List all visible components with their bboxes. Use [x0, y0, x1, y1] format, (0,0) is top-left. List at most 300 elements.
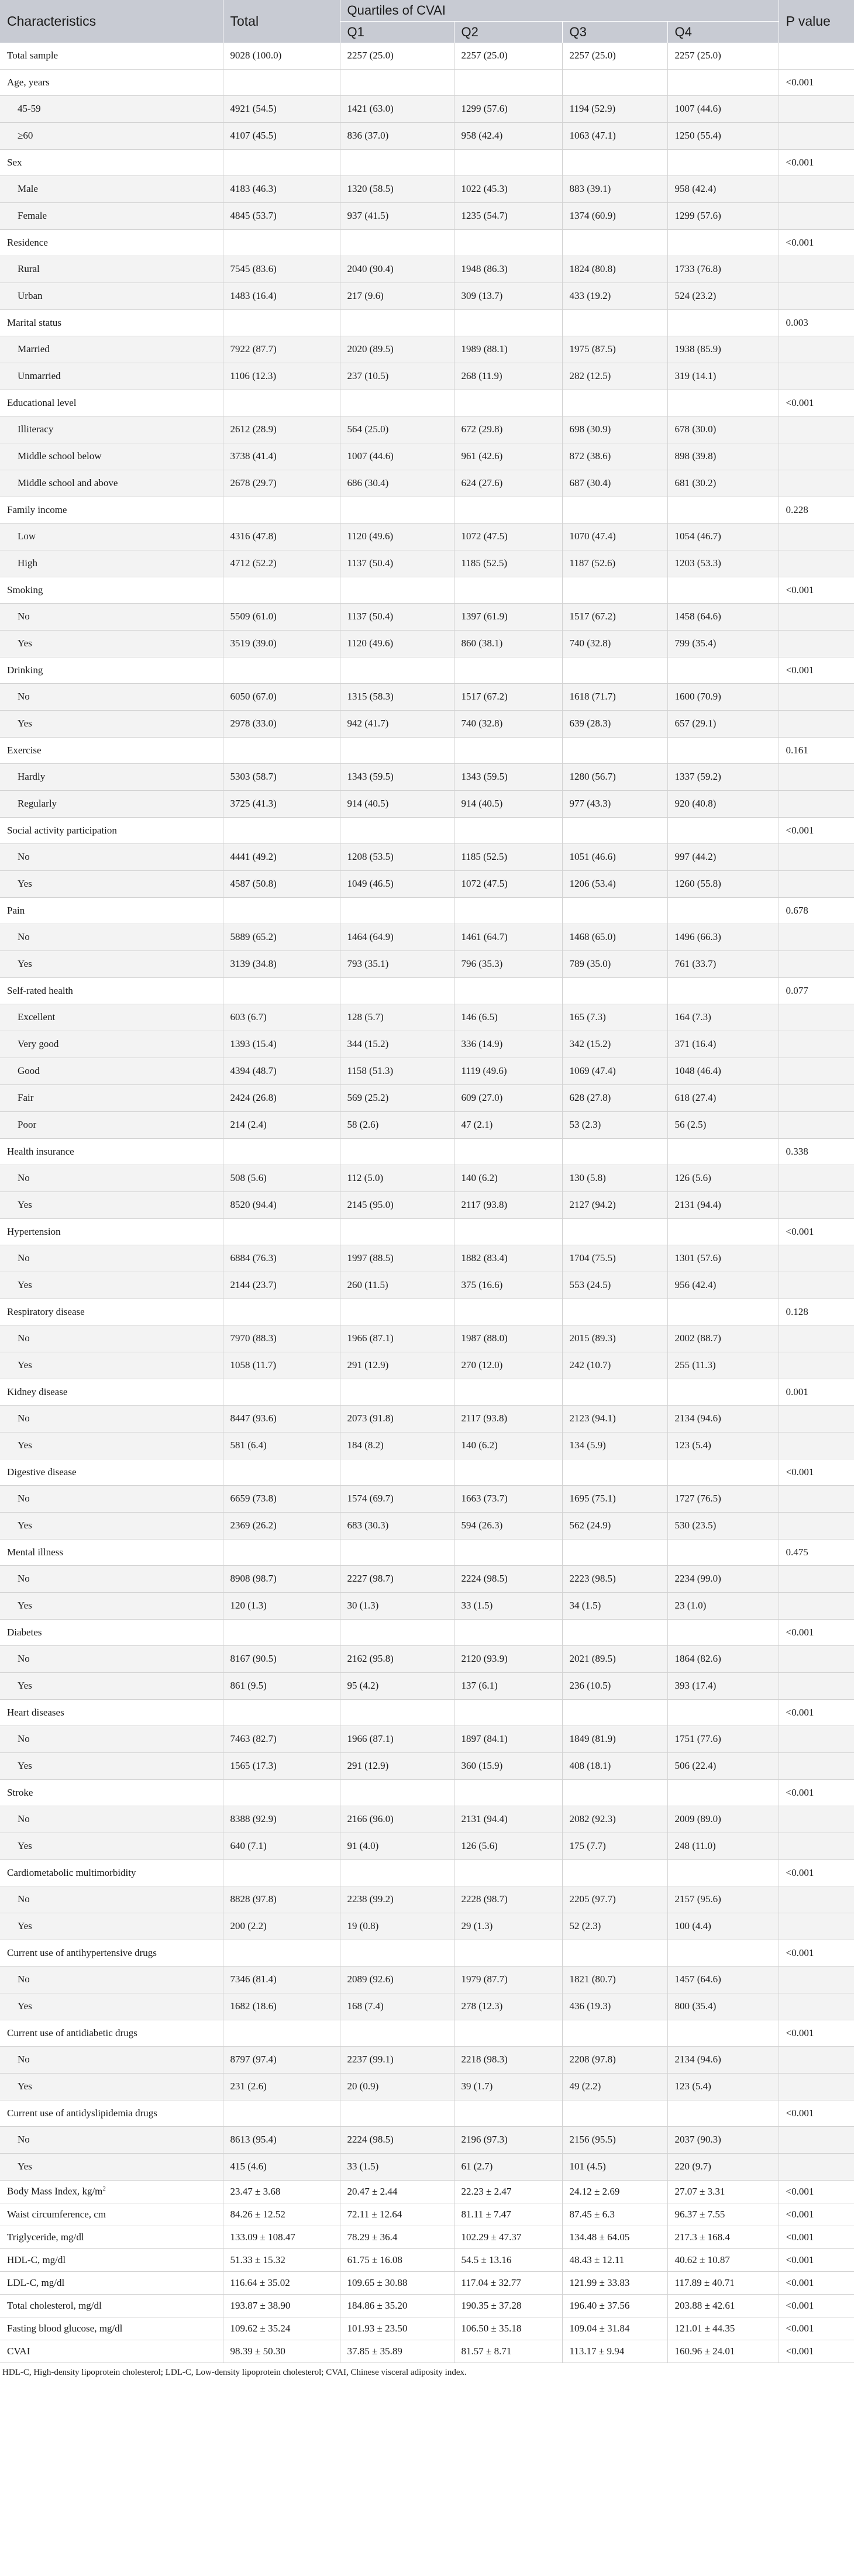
cell-q4 — [667, 2100, 779, 2126]
cell-total: 4183 (46.3) — [223, 175, 340, 202]
cell-total: 98.39 ± 50.30 — [223, 2340, 340, 2363]
cell-q2: 594 (26.3) — [454, 1512, 562, 1539]
cell-total: 2978 (33.0) — [223, 710, 340, 737]
cell-q3 — [562, 1299, 667, 1325]
cell-p: <0.001 — [779, 2180, 854, 2203]
cell-q2: 914 (40.5) — [454, 790, 562, 817]
cell-q4: 164 (7.3) — [667, 1004, 779, 1031]
cell-q1: 686 (30.4) — [340, 470, 454, 497]
cell-characteristic: Yes — [0, 1833, 223, 1859]
cell-q3: 242 (10.7) — [562, 1352, 667, 1379]
cell-q2 — [454, 1379, 562, 1405]
cell-p — [779, 2046, 854, 2073]
cell-characteristic: Yes — [0, 2153, 223, 2180]
cell-characteristic: Smoking — [0, 577, 223, 603]
cell-characteristic: Social activity participation — [0, 817, 223, 843]
cell-q3 — [562, 1699, 667, 1726]
cell-q2: 2218 (98.3) — [454, 2046, 562, 2073]
cell-p — [779, 1913, 854, 1940]
cell-p — [779, 1058, 854, 1084]
cell-q4: 1727 (76.5) — [667, 1485, 779, 1512]
cell-q1: 2073 (91.8) — [340, 1405, 454, 1432]
cell-characteristic: No — [0, 1245, 223, 1272]
table-row — [0, 1405, 854, 1432]
cell-characteristic: Exercise — [0, 737, 223, 763]
cell-q3: 2127 (94.2) — [562, 1191, 667, 1218]
cell-q4: 898 (39.8) — [667, 443, 779, 470]
cell-characteristic: Current use of antidiabetic drugs — [0, 2020, 223, 2046]
table-section-row — [0, 1218, 854, 1245]
cell-characteristic: Sex — [0, 149, 223, 175]
cell-total: 2612 (28.9) — [223, 416, 340, 443]
cell-q4: 123 (5.4) — [667, 1432, 779, 1459]
cell-q4: 997 (44.2) — [667, 843, 779, 870]
cell-characteristic: Urban — [0, 283, 223, 309]
cell-q2: 1185 (52.5) — [454, 550, 562, 577]
cell-characteristic: ≥60 — [0, 122, 223, 149]
cell-total: 1393 (15.4) — [223, 1031, 340, 1058]
cell-p: <0.001 — [779, 2271, 854, 2294]
table-section-row — [0, 1940, 854, 1966]
cell-total: 8447 (93.6) — [223, 1405, 340, 1432]
cell-q2: 106.50 ± 35.18 — [454, 2317, 562, 2340]
cell-total: 508 (5.6) — [223, 1165, 340, 1191]
table-section-row — [0, 657, 854, 683]
cell-p — [779, 443, 854, 470]
cell-total — [223, 1859, 340, 1886]
cell-p — [779, 870, 854, 897]
cell-q1: 128 (5.7) — [340, 1004, 454, 1031]
cell-total: 7463 (82.7) — [223, 1726, 340, 1752]
cell-total: 120 (1.3) — [223, 1592, 340, 1619]
cell-characteristic: Yes — [0, 2073, 223, 2100]
cell-q1 — [340, 1779, 454, 1806]
cell-total: 640 (7.1) — [223, 1833, 340, 1859]
cell-q3: 1975 (87.5) — [562, 336, 667, 363]
cell-characteristic: Good — [0, 1058, 223, 1084]
cell-q4 — [667, 1459, 779, 1485]
cell-characteristic: Self-rated health — [0, 977, 223, 1004]
cell-q3: 1824 (80.8) — [562, 256, 667, 283]
cell-p — [779, 1084, 854, 1111]
cell-q2: 2131 (94.4) — [454, 1806, 562, 1833]
cell-characteristic: Unmarried — [0, 363, 223, 390]
cell-q2: 39 (1.7) — [454, 2073, 562, 2100]
cell-q1: 1421 (63.0) — [340, 95, 454, 122]
cell-q1 — [340, 1459, 454, 1485]
cell-p: <0.001 — [779, 657, 854, 683]
cell-characteristic: No — [0, 1325, 223, 1352]
cell-q3: 408 (18.1) — [562, 1752, 667, 1779]
cell-q3: 113.17 ± 9.94 — [562, 2340, 667, 2363]
cell-q4: 2157 (95.6) — [667, 1886, 779, 1913]
cell-characteristic: Excellent — [0, 1004, 223, 1031]
table-section-row — [0, 977, 854, 1004]
table-row — [0, 1886, 854, 1913]
cell-q3: 436 (19.3) — [562, 1993, 667, 2020]
cell-characteristic: Yes — [0, 1993, 223, 2020]
cell-characteristic: No — [0, 1485, 223, 1512]
cell-q1: 2238 (99.2) — [340, 1886, 454, 1913]
cell-characteristic: No — [0, 683, 223, 710]
cell-q1 — [340, 1539, 454, 1565]
cell-p — [779, 1004, 854, 1031]
cell-q4: 371 (16.4) — [667, 1031, 779, 1058]
cell-q4: 618 (27.4) — [667, 1084, 779, 1111]
cell-q3: 1821 (80.7) — [562, 1966, 667, 1993]
cell-q1: 20.47 ± 2.44 — [340, 2180, 454, 2203]
cell-q2: 278 (12.3) — [454, 1993, 562, 2020]
cell-q1: 1120 (49.6) — [340, 523, 454, 550]
cell-p: 0.678 — [779, 897, 854, 924]
table-row — [0, 1058, 854, 1084]
cell-q2: 958 (42.4) — [454, 122, 562, 149]
cell-q2 — [454, 309, 562, 336]
header-q1: Q1 — [340, 22, 454, 43]
cell-q2 — [454, 1138, 562, 1165]
table-section-row — [0, 1379, 854, 1405]
cell-p — [779, 1645, 854, 1672]
cell-p — [779, 2153, 854, 2180]
cell-q1: 184.86 ± 35.20 — [340, 2294, 454, 2317]
cell-q2: 375 (16.6) — [454, 1272, 562, 1299]
cell-q4: 2131 (94.4) — [667, 1191, 779, 1218]
cell-characteristic: Yes — [0, 950, 223, 977]
cell-p: 0.001 — [779, 1379, 854, 1405]
cell-q2: 360 (15.9) — [454, 1752, 562, 1779]
cell-q2 — [454, 149, 562, 175]
table-row — [0, 256, 854, 283]
cell-p — [779, 630, 854, 657]
table-section-row — [0, 897, 854, 924]
header-q4: Q4 — [667, 22, 779, 43]
cell-q2: 2257 (25.0) — [454, 43, 562, 69]
cell-p — [779, 1565, 854, 1592]
cell-q2: 29 (1.3) — [454, 1913, 562, 1940]
cell-total: 8797 (97.4) — [223, 2046, 340, 2073]
cell-q1: 1966 (87.1) — [340, 1726, 454, 1752]
cell-total: 1682 (18.6) — [223, 1993, 340, 2020]
cell-characteristic: Marital status — [0, 309, 223, 336]
table-section-row — [0, 1539, 854, 1565]
cell-q3: 109.04 ± 31.84 — [562, 2317, 667, 2340]
cell-q1 — [340, 1699, 454, 1726]
cell-p — [779, 1512, 854, 1539]
cell-q3 — [562, 149, 667, 175]
table-row — [0, 523, 854, 550]
cell-q2: 2196 (97.3) — [454, 2126, 562, 2153]
cell-p — [779, 550, 854, 577]
cell-q2 — [454, 1699, 562, 1726]
cell-q3: 130 (5.8) — [562, 1165, 667, 1191]
cell-q1: 1120 (49.6) — [340, 630, 454, 657]
cell-q3: 236 (10.5) — [562, 1672, 667, 1699]
cell-p — [779, 336, 854, 363]
cell-total: 4845 (53.7) — [223, 202, 340, 229]
cell-q2: 860 (38.1) — [454, 630, 562, 657]
cell-q4: 2234 (99.0) — [667, 1565, 779, 1592]
cell-q3: 2257 (25.0) — [562, 43, 667, 69]
table-section-row — [0, 497, 854, 523]
cell-q3: 87.45 ± 6.3 — [562, 2203, 667, 2226]
cell-p: 0.228 — [779, 497, 854, 523]
cell-q4 — [667, 2020, 779, 2046]
table-continuous-row — [0, 2248, 854, 2271]
cell-q2: 1979 (87.7) — [454, 1966, 562, 1993]
cell-q4: 319 (14.1) — [667, 363, 779, 390]
table-row — [0, 2153, 854, 2180]
cell-p: <0.001 — [779, 2294, 854, 2317]
cell-q1: 291 (12.9) — [340, 1352, 454, 1379]
cell-q2 — [454, 497, 562, 523]
cell-q4: 1203 (53.3) — [667, 550, 779, 577]
cell-q3: 2021 (89.5) — [562, 1645, 667, 1672]
cell-q2: 81.57 ± 8.71 — [454, 2340, 562, 2363]
cell-q3: 1704 (75.5) — [562, 1245, 667, 1272]
cell-q3: 698 (30.9) — [562, 416, 667, 443]
cell-q3: 52 (2.3) — [562, 1913, 667, 1940]
cell-q2: 81.11 ± 7.47 — [454, 2203, 562, 2226]
cell-q2: 1072 (47.5) — [454, 523, 562, 550]
cell-total — [223, 2020, 340, 2046]
cell-q3: 282 (12.5) — [562, 363, 667, 390]
table-section-row — [0, 577, 854, 603]
cell-q3 — [562, 577, 667, 603]
cell-q1: 2040 (90.4) — [340, 256, 454, 283]
cell-q3 — [562, 817, 667, 843]
cell-total — [223, 497, 340, 523]
cell-total: 5889 (65.2) — [223, 924, 340, 950]
cell-q3 — [562, 309, 667, 336]
cell-p — [779, 1485, 854, 1512]
cell-q4: 761 (33.7) — [667, 950, 779, 977]
table-continuous-row — [0, 2317, 854, 2340]
cell-q1: 95 (4.2) — [340, 1672, 454, 1699]
cell-p — [779, 1726, 854, 1752]
cell-q4: 56 (2.5) — [667, 1111, 779, 1138]
cell-p: <0.001 — [779, 390, 854, 416]
cell-characteristic: Middle school and above — [0, 470, 223, 497]
cell-q2: 1185 (52.5) — [454, 843, 562, 870]
cell-total — [223, 69, 340, 95]
cell-p — [779, 363, 854, 390]
cell-q4 — [667, 1779, 779, 1806]
cell-p — [779, 523, 854, 550]
cell-q2: 268 (11.9) — [454, 363, 562, 390]
cell-q2 — [454, 229, 562, 256]
cell-q4: 681 (30.2) — [667, 470, 779, 497]
cell-q3 — [562, 1379, 667, 1405]
table-row — [0, 1191, 854, 1218]
cell-q2: 624 (27.6) — [454, 470, 562, 497]
cell-q3: 2123 (94.1) — [562, 1405, 667, 1432]
cell-q2 — [454, 737, 562, 763]
cell-total: 5303 (58.7) — [223, 763, 340, 790]
cell-total — [223, 1779, 340, 1806]
cell-q4: 1301 (57.6) — [667, 1245, 779, 1272]
cell-characteristic: Very good — [0, 1031, 223, 1058]
cell-q2: 33 (1.5) — [454, 1592, 562, 1619]
cell-characteristic: Total sample — [0, 43, 223, 69]
cell-p — [779, 1966, 854, 1993]
cell-p: <0.001 — [779, 149, 854, 175]
cell-q3: 101 (4.5) — [562, 2153, 667, 2180]
cell-q1 — [340, 1138, 454, 1165]
cell-p — [779, 470, 854, 497]
cell-p — [779, 1245, 854, 1272]
cell-q1: 2224 (98.5) — [340, 2126, 454, 2153]
cell-q3: 433 (19.2) — [562, 283, 667, 309]
cell-p — [779, 1031, 854, 1058]
cell-q3 — [562, 897, 667, 924]
cell-p: <0.001 — [779, 1859, 854, 1886]
cell-q3: 2208 (97.8) — [562, 2046, 667, 2073]
table-row — [0, 843, 854, 870]
cell-q2: 2117 (93.8) — [454, 1405, 562, 1432]
cell-characteristic: No — [0, 603, 223, 630]
cell-q3: 1194 (52.9) — [562, 95, 667, 122]
cell-characteristic: Respiratory disease — [0, 1299, 223, 1325]
cell-q4: 96.37 ± 7.55 — [667, 2203, 779, 2226]
cell-q3: 1070 (47.4) — [562, 523, 667, 550]
cell-q2: 309 (13.7) — [454, 283, 562, 309]
cell-q1 — [340, 897, 454, 924]
cell-p: <0.001 — [779, 2203, 854, 2226]
cell-characteristic: Pain — [0, 897, 223, 924]
cell-q2: 47 (2.1) — [454, 1111, 562, 1138]
cell-q4 — [667, 1859, 779, 1886]
cell-total — [223, 1299, 340, 1325]
cell-p — [779, 1592, 854, 1619]
cell-q4 — [667, 497, 779, 523]
cell-characteristic: LDL-C, mg/dl — [0, 2271, 223, 2294]
table-section-row — [0, 69, 854, 95]
cell-p: <0.001 — [779, 1699, 854, 1726]
cell-q1 — [340, 977, 454, 1004]
table-row — [0, 1592, 854, 1619]
cell-characteristic: Middle school below — [0, 443, 223, 470]
cell-q2: 1119 (49.6) — [454, 1058, 562, 1084]
cell-q3: 553 (24.5) — [562, 1272, 667, 1299]
cell-total: 3738 (41.4) — [223, 443, 340, 470]
table-section-row — [0, 1859, 854, 1886]
cell-q1: 1574 (69.7) — [340, 1485, 454, 1512]
cell-q1: 168 (7.4) — [340, 1993, 454, 2020]
cell-q1 — [340, 737, 454, 763]
cell-q4: 657 (29.1) — [667, 710, 779, 737]
cell-q2: 190.35 ± 37.28 — [454, 2294, 562, 2317]
cell-q3 — [562, 390, 667, 416]
table-section-row — [0, 229, 854, 256]
cell-q1 — [340, 149, 454, 175]
cell-characteristic: Age, years — [0, 69, 223, 95]
cell-q3: 2223 (98.5) — [562, 1565, 667, 1592]
cell-characteristic: No — [0, 1886, 223, 1913]
table-row — [0, 2046, 854, 2073]
cell-q4: 958 (42.4) — [667, 175, 779, 202]
cell-total: 5509 (61.0) — [223, 603, 340, 630]
cell-q1: 564 (25.0) — [340, 416, 454, 443]
cell-q2: 961 (42.6) — [454, 443, 562, 470]
cell-q3: 53 (2.3) — [562, 1111, 667, 1138]
cell-p: <0.001 — [779, 69, 854, 95]
cell-q2: 61 (2.7) — [454, 2153, 562, 2180]
table-section-row — [0, 1779, 854, 1806]
cell-q2 — [454, 1218, 562, 1245]
cell-total: 7346 (81.4) — [223, 1966, 340, 1993]
cell-q2: 140 (6.2) — [454, 1432, 562, 1459]
cell-characteristic: Married — [0, 336, 223, 363]
cell-total: 2369 (26.2) — [223, 1512, 340, 1539]
cell-total: 1483 (16.4) — [223, 283, 340, 309]
cell-q3: 872 (38.6) — [562, 443, 667, 470]
cell-q1: 344 (15.2) — [340, 1031, 454, 1058]
cell-p: 0.077 — [779, 977, 854, 1004]
cell-q1: 30 (1.3) — [340, 1592, 454, 1619]
table-row — [0, 1111, 854, 1138]
cell-q4 — [667, 737, 779, 763]
table-row — [0, 1565, 854, 1592]
cell-p — [779, 683, 854, 710]
cell-total: 214 (2.4) — [223, 1111, 340, 1138]
table-row — [0, 1165, 854, 1191]
cell-q3: 34 (1.5) — [562, 1592, 667, 1619]
table-row — [0, 1352, 854, 1379]
cell-q4: 255 (11.3) — [667, 1352, 779, 1379]
cell-total — [223, 1459, 340, 1485]
cell-total: 84.26 ± 12.52 — [223, 2203, 340, 2226]
cell-q4 — [667, 1218, 779, 1245]
cell-q1 — [340, 1218, 454, 1245]
cell-characteristic: No — [0, 1966, 223, 1993]
table-row — [0, 710, 854, 737]
cell-q1: 58 (2.6) — [340, 1111, 454, 1138]
cell-q4: 40.62 ± 10.87 — [667, 2248, 779, 2271]
cell-q3: 562 (24.9) — [562, 1512, 667, 1539]
cell-characteristic: No — [0, 2046, 223, 2073]
cell-total: 8520 (94.4) — [223, 1191, 340, 1218]
cell-total: 1565 (17.3) — [223, 1752, 340, 1779]
cell-characteristic: Diabetes — [0, 1619, 223, 1645]
cell-q1: 683 (30.3) — [340, 1512, 454, 1539]
cell-p — [779, 924, 854, 950]
cell-characteristic: Body Mass Index, $kg/m^2$ — [0, 2180, 223, 2203]
cell-q4: 678 (30.0) — [667, 416, 779, 443]
cell-p: <0.001 — [779, 1619, 854, 1645]
table-row — [0, 1084, 854, 1111]
table-row — [0, 550, 854, 577]
cell-characteristic: Triglyceride, mg/dl — [0, 2226, 223, 2248]
cell-characteristic: Yes — [0, 1913, 223, 1940]
cell-p — [779, 1325, 854, 1352]
cell-q3: 165 (7.3) — [562, 1004, 667, 1031]
cell-q1: 2237 (99.1) — [340, 2046, 454, 2073]
cell-total — [223, 657, 340, 683]
cell-characteristic: Yes — [0, 1352, 223, 1379]
cell-total — [223, 1619, 340, 1645]
cell-q1: 1315 (58.3) — [340, 683, 454, 710]
table-row — [0, 1672, 854, 1699]
cell-q4: 2134 (94.6) — [667, 2046, 779, 2073]
cell-q2 — [454, 1619, 562, 1645]
cell-q4 — [667, 977, 779, 1004]
cell-q1: 101.93 ± 23.50 — [340, 2317, 454, 2340]
cell-total — [223, 1539, 340, 1565]
cell-q4: 126 (5.6) — [667, 1165, 779, 1191]
cell-q3 — [562, 737, 667, 763]
cell-q3: 342 (15.2) — [562, 1031, 667, 1058]
cell-q1: 1966 (87.1) — [340, 1325, 454, 1352]
